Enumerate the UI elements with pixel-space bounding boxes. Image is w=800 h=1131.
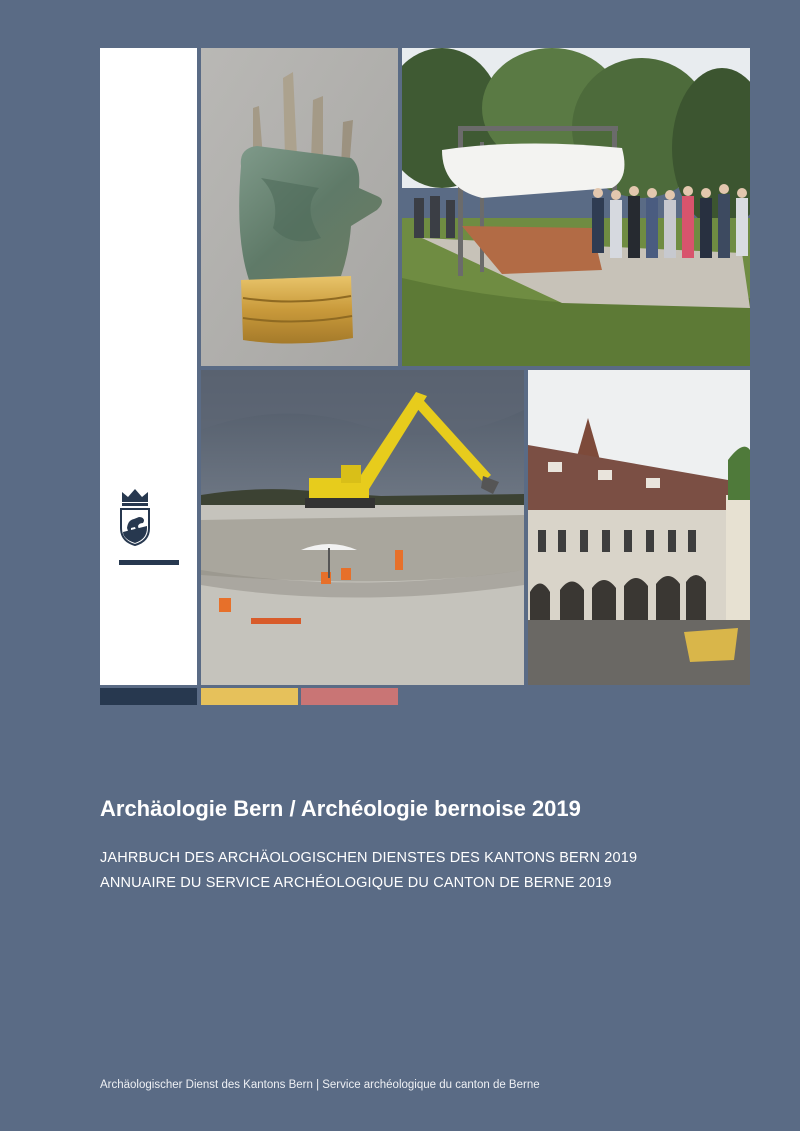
accent-bar-navy [100, 688, 197, 705]
bronze-hand-photo [201, 48, 398, 366]
bern-coat-of-arms-icon [119, 488, 151, 546]
pavilion-crowd-photo [402, 48, 750, 366]
accent-bar-gold [201, 688, 298, 705]
white-sidebar-panel [100, 48, 197, 685]
cover-subtitle-fr: ANNUAIRE DU SERVICE ARCHÉOLOGIQUE DU CANTON DE BERNE 2019 [100, 875, 612, 891]
cover-subtitle-de: JAHRBUCH DES ARCHÄOLOGISCHEN DIENSTES DES KANTONS BERN 2019 [100, 850, 638, 866]
accent-bar-rose [301, 688, 398, 705]
publisher-line: Archäologischer Dienst des Kantons Bern | Service archéologique du canton de Berne [100, 1079, 540, 1091]
crest-underline [119, 560, 179, 565]
excavator-site-photo [201, 370, 524, 685]
courtyard-building-photo [528, 370, 750, 685]
cover-title: Archäologie Bern / Archéologie bernoise 2019 [100, 796, 581, 821]
